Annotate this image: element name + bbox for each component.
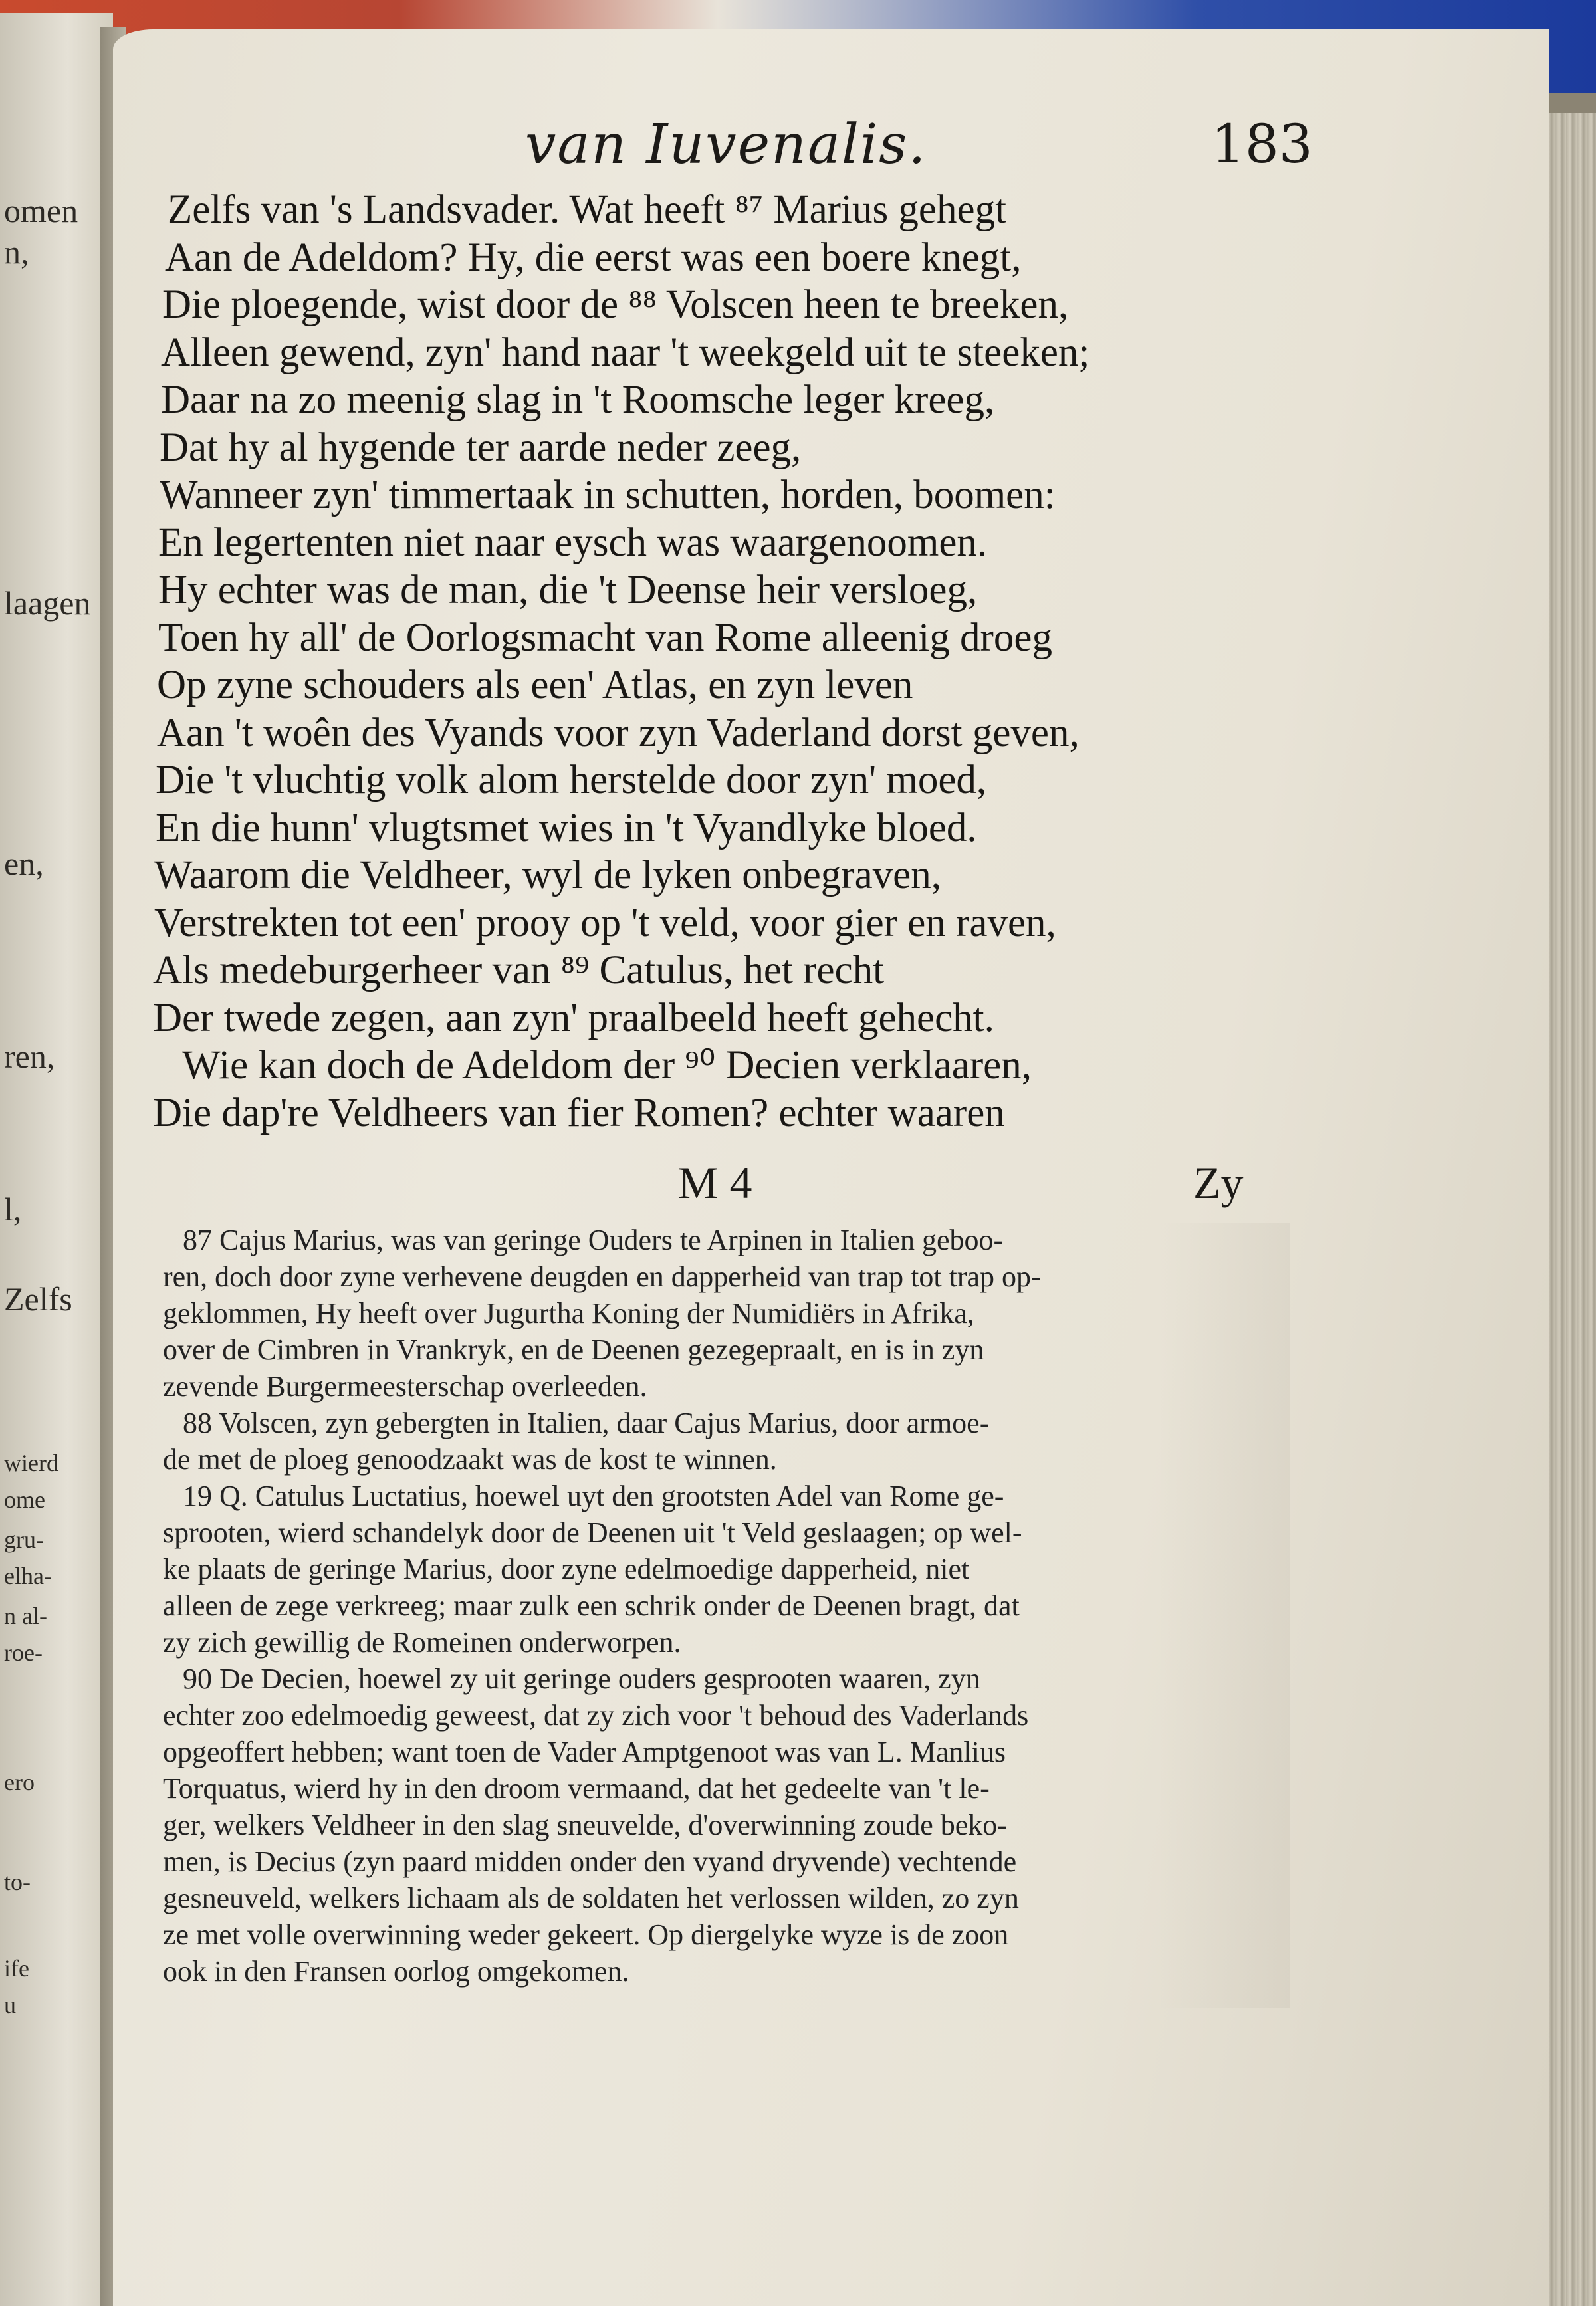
left-page-fragment: Zelfs [4, 1280, 72, 1318]
verse-line: Waarom die Veldheer, wyl de lyken onbegraven, [154, 853, 941, 897]
footnote-line: de met de ploeg genoodzaakt was de kost te winnen. [163, 1443, 777, 1476]
left-page-fragment: elha- [4, 1563, 52, 1589]
footnote-line: gesneuveld, welkers lichaam als de soldaten het verlossen wilden, zo zyn [163, 1882, 1019, 1914]
footnote-line: 19 Q. Catulus Luctatius, hoewel uyt den grootsten Adel van Rome ge- [183, 1480, 1004, 1512]
verse-line: Wie kan doch de Adeldom der ⁹⁰ Decien verklaaren, [182, 1043, 1032, 1088]
verse-block [153, 186, 1363, 1137]
footnote-line: geklommen, Hy heeft over Jugurtha Koning der Numidiërs in Afrika, [163, 1297, 974, 1329]
verse-line: Als medeburgerheer van ⁸⁹ Catulus, het recht [153, 948, 885, 992]
footnote-line: ook in den Fransen oorlog omgekomen. [163, 1955, 629, 1988]
verse-line: Zelfs van 's Landsvader. Wat heeft ⁸⁷ Marius gehegt [168, 187, 1007, 232]
footnote-line: 90 De Decien, hoewel zy uit geringe ouders gesprooten waaren, zyn [183, 1663, 980, 1695]
footnote-line: ger, welkers Veldheer in den slag sneuvelde, d'overwinning zoude beko- [163, 1809, 1007, 1841]
verse-line: Alleen gewend, zyn' hand naar 't weekgeld uit te steeken; [161, 330, 1090, 375]
verse-line: En legertenten niet naar eysch was waargenoomen. [158, 520, 988, 565]
footnote-line: Torquatus, wierd hy in den droom vermaand, dat het gedeelte van 't le- [163, 1772, 990, 1805]
running-head: van Iuvenalis. [525, 113, 927, 176]
left-page-fragment: ome [4, 1486, 45, 1513]
verse-line: Daar na zo meenig slag in 't Roomsche leger kreeg, [161, 378, 995, 422]
footnotes-block [163, 1222, 1253, 1990]
verse-line: Toen hy all' de Oorlogsmacht van Rome alleenig droeg [158, 615, 1052, 660]
verse-line: Aan 't woên des Vyands voor zyn Vaderland dorst geven, [157, 710, 1080, 755]
verse-line: Die ploegende, wist door de ⁸⁸ Volscen heen te breeken, [162, 283, 1069, 327]
verse-line: Wanneer zyn' timmertaak in schutten, horden, boomen: [160, 473, 1056, 517]
left-page-fragment: roe- [4, 1639, 43, 1666]
verse-line: Die dap're Veldheers van fier Romen? echter waaren [153, 1090, 1005, 1135]
footnote-line: ze met volle overwinning weder gekeert. Op diergelyke wyze is de zoon [163, 1918, 1009, 1951]
left-page-fragment: n, [4, 233, 29, 271]
left-page-edge [0, 13, 113, 2306]
footnote-line: 87 Cajus Marius, was van geringe Ouders te Arpinen in Italien geboo- [183, 1224, 1004, 1256]
left-page-fragment: ife [4, 1955, 29, 1982]
left-page-fragment: n al- [4, 1603, 47, 1629]
footnote-line: over de Cimbren in Vrankryk, en de Deenen gezegepraalt, en is in zyn [163, 1333, 984, 1366]
left-page-fragment: wierd [4, 1450, 58, 1476]
left-page-fragment: gru- [4, 1526, 44, 1553]
left-page-fragment: laagen [4, 584, 91, 622]
footnote-line: zy zich gewillig de Romeinen onderworpen. [163, 1626, 681, 1659]
left-page-fragment: en, [4, 845, 44, 882]
verse-line: Op zyne schouders als een' Atlas, en zyn leven [157, 663, 913, 707]
verse-line: Dat hy al hygende ter aarde neder zeeg, [160, 425, 802, 470]
footnote-line: opgeoffert hebben; want toen de Vader Amptgenoot was van L. Manlius [163, 1736, 1006, 1768]
footnote-line: men, is Decius (zyn paard midden onder den vyand dryvende) vechtende [163, 1845, 1017, 1878]
page-number: 183 [1211, 113, 1313, 175]
verse-line: Die 't vluchtig volk alom herstelde door zyn' moed, [156, 758, 987, 802]
signature-mark: M 4 [678, 1157, 752, 1208]
footnote-line: sprooten, wierd schandelyk door de Deenen uit 't Veld geslaagen; op wel- [163, 1516, 1022, 1549]
verse-line: Aan de Adeldom? Hy, die eerst was een boere knegt, [165, 235, 1022, 280]
footnote-line: 88 Volscen, zyn gebergten in Italien, daar Cajus Marius, door armoe- [183, 1407, 990, 1439]
left-page-fragment: u [4, 1992, 16, 2018]
verse-line: Verstrekten tot een' prooy op 't veld, voor gier en raven, [154, 900, 1056, 945]
footnote-line: echter zoo edelmoedig geweest, dat zy zich voor 't behoud des Vaderlands [163, 1699, 1029, 1732]
left-page-fragment: l, [4, 1191, 22, 1228]
left-page-fragment: ero [4, 1769, 35, 1795]
left-page-fragment: to- [4, 1869, 31, 1895]
verse-line: Der twede zegen, aan zyn' praalbeeld heeft gehecht. [153, 995, 994, 1040]
verse-line: Hy echter was de man, die 't Deense heir versloeg, [158, 568, 978, 612]
footnote-line: zevende Burgermeesterschap overleeden. [163, 1370, 647, 1403]
footnote-line: alleen de zege verkreeg; maar zulk een schrik onder de Deenen bragt, dat [163, 1589, 1020, 1622]
left-page-fragment: ren, [4, 1038, 55, 1075]
catchword: Zy [1193, 1157, 1244, 1208]
left-page-fragment: omen [4, 192, 78, 229]
footnote-line: ren, doch door zyne verhevene deugden en dapperheid van trap tot trap op- [163, 1260, 1041, 1293]
verse-line: En die hunn' vlugtsmet wies in 't Vyandlyke bloed. [156, 805, 977, 850]
footnote-line: ke plaats de geringe Marius, door zyne edelmoedige dapperheid, niet [163, 1553, 970, 1585]
